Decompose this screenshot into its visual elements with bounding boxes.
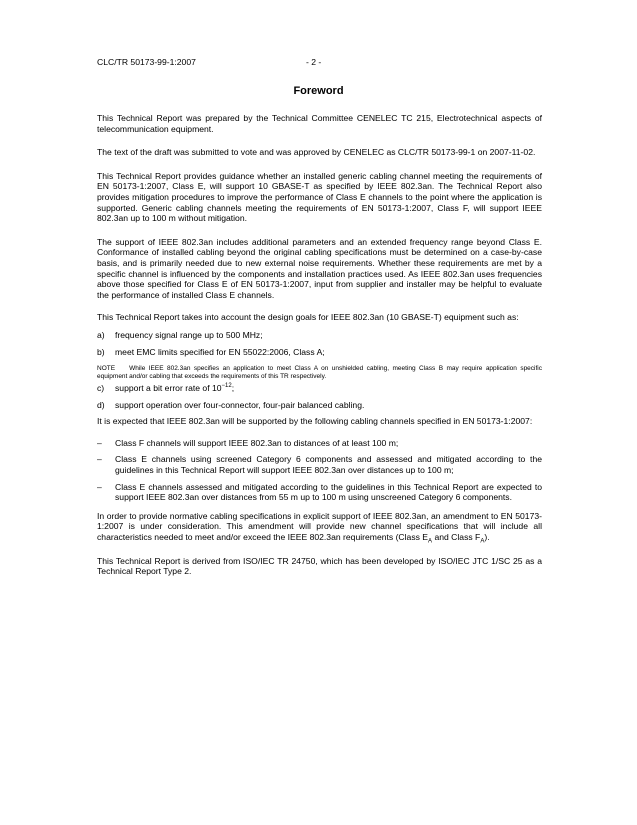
list-item bbox=[97, 454, 542, 475]
list-item-text: Class F channels will support IEEE 802.3an to distances of at least 100 m; bbox=[115, 437, 399, 448]
dash-bullet: – bbox=[97, 481, 102, 492]
list-item bbox=[97, 347, 542, 358]
goal-c-text: support a bit error rate of 10 bbox=[115, 383, 222, 394]
paragraph-design-goals: This Technical Report takes into account the design goals for IEEE 802.3an (10 GBASE-T) equipment such as: bbox=[97, 312, 519, 323]
goal-c-suffix: ; bbox=[231, 383, 235, 394]
dash-bullet: – bbox=[97, 437, 102, 448]
paragraph-approval: The text of the draft was submitted to vote and was approved by CENELEC as CLC/TR 50173-99-1 on 2007-11-02. bbox=[97, 147, 536, 158]
list-item bbox=[97, 482, 542, 503]
list-item bbox=[97, 383, 542, 394]
list-item bbox=[97, 400, 542, 411]
list-item-text: frequency signal range up to 500 MHz; bbox=[115, 329, 263, 340]
note-text: While IEEE 802.3an specifies an application to meet Class A on unshielded cabling, meeting Class B may require application specific equipment and/or cabling that exceeds the requirements of this TR respectively. bbox=[97, 365, 542, 381]
paragraph-derived: This Technical Report is derived from ISO/IEC TR 24750, which has been developed by ISO/IEC JTC 1/SC 25 as a Technical Report Type 2. bbox=[97, 555, 542, 577]
document-id: CLC/TR 50173-99-1:2007 bbox=[97, 57, 196, 67]
subscript: A bbox=[480, 538, 485, 545]
list-item-text bbox=[115, 383, 542, 394]
paragraph-expected: It is expected that IEEE 802.3an will be supported by the following cabling channels specified in EN 50173-1:2007: bbox=[97, 416, 533, 427]
paragraph-support: The support of IEEE 802.3an includes additional parameters and an extended frequency range beyond Class E. Conformance of installed cabling beyond the original cabling specifications must be determined on a case-by-case basis, and is primarily needed due to new external noise requirements. Whether these requirements are met by a specific channel is influenced by the components and installation practices used. As IEEE 802.3an uses frequencies above those specified for Class E of EN 50173-1:2007, input from supplier and installer may be helpful to evaluate the performance of installed Class E channels. bbox=[97, 236, 542, 300]
amendment-end: ). bbox=[484, 532, 490, 543]
subscript: A bbox=[428, 538, 433, 545]
list-item bbox=[97, 438, 542, 449]
page-title: Foreword bbox=[293, 85, 344, 97]
list-item-label: a) bbox=[97, 329, 105, 340]
list-item-text: meet EMC limits specified for EN 55022:2006, Class A; bbox=[115, 346, 325, 357]
list-item-text: Class E channels assessed and mitigated according to the guidelines in this Technical Report are expected to support IEEE 802.3an over distances from 55 m up to 100 m using unscreened Category 6 components. bbox=[115, 481, 542, 503]
exponent: −12 bbox=[221, 383, 232, 390]
list-item-label: d) bbox=[97, 399, 105, 410]
page-number: - 2 - bbox=[306, 57, 322, 67]
paragraph-amendment bbox=[97, 511, 542, 543]
list-item-label: b) bbox=[97, 346, 105, 357]
list-item-label: c) bbox=[97, 383, 105, 394]
paragraph-guidance: This Technical Report provides guidance whether an installed generic cabling channel meeting the requirements of EN 50173-1:2007, Class E, will support 10 GBASE-T as specified by IEEE 802.3an. The Technical Report also provides mitigation procedures to improve the performance of Class E channels to the point where the application is supported. Generic cabling channels meeting the requirements of EN 50173-1:2007, Class F, will support IEEE 802.3an up to 100 m without mitigation. bbox=[97, 170, 542, 224]
paragraph-prepared-by: This Technical Report was prepared by the Technical Committee CENELEC TC 215, Electrotechnical aspects of telecommunication equipment. bbox=[97, 113, 542, 134]
list-item bbox=[97, 330, 542, 341]
note bbox=[97, 365, 542, 381]
amendment-text: In order to provide normative cabling specifications in explicit support of IEEE 802.3an, an amendment to EN 50173-1:2007 is under consideration. This amendment will provide new channel specifications that will include all characteristics needed to meet and/or exceed the IEEE 802.3an requirements (Class E bbox=[97, 510, 542, 543]
note-label: NOTE bbox=[97, 365, 116, 373]
list-item-text: Class E channels using screened Category 6 components and assessed and mitigated according to the guidelines in this Technical Report will support IEEE 802.3an over distances up to 100 m; bbox=[115, 454, 542, 476]
foreword-body bbox=[97, 113, 542, 577]
amendment-mid: and Class F bbox=[432, 532, 481, 543]
list-item-text: support operation over four-connector, four-pair balanced cabling. bbox=[115, 399, 365, 410]
dash-bullet: – bbox=[97, 454, 102, 465]
